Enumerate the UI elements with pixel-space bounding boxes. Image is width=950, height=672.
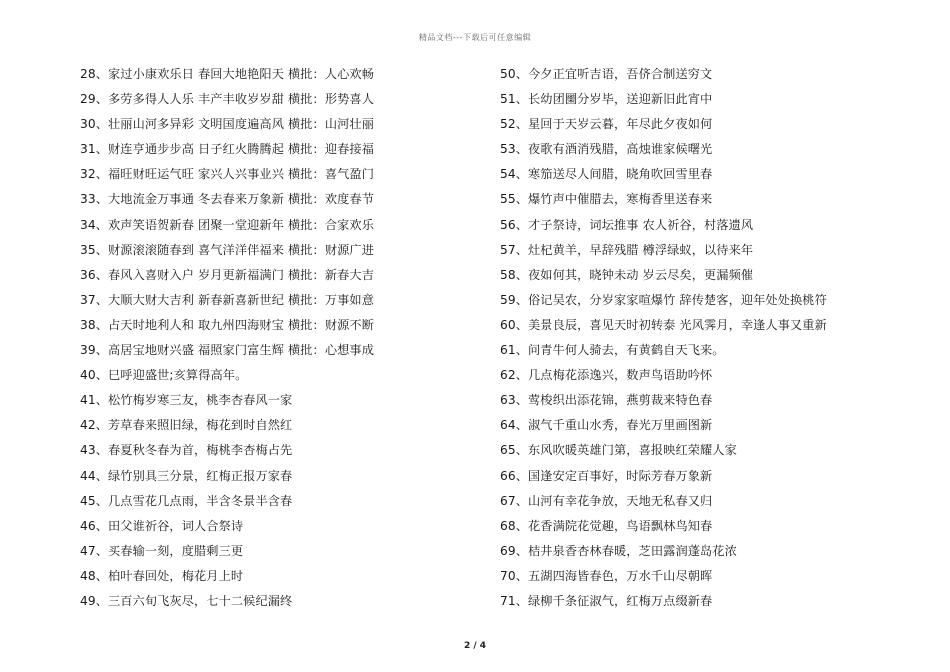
couplet-line: 31、财连亨通步步高 日子红火腾腾起 横批：迎春接福 bbox=[80, 142, 374, 157]
couplet-line: 32、福旺财旺运气旺 家兴人兴事业兴 横批：喜气盈门 bbox=[80, 167, 374, 182]
couplet-list-right bbox=[500, 64, 920, 616]
couplet-line: 52、星回于天岁云暮，年尽此夕夜如何 bbox=[500, 117, 713, 132]
couplet-line: 45、几点雪花几点雨，半含冬景半含春 bbox=[80, 493, 293, 508]
couplet-line: 50、今夕正宜听吉语，吾侪合制送穷文 bbox=[500, 67, 713, 81]
couplet-line: 40、巳呼迎盛世;亥算得高年。 bbox=[80, 368, 248, 383]
couplet-list-left bbox=[80, 64, 460, 616]
couplet-line: 66、国逢安定百事好，时际芳春万象新 bbox=[500, 468, 713, 483]
couplet-line: 37、大顺大财大吉利 新春新喜新世纪 横批：万事如意 bbox=[80, 292, 374, 307]
couplet-line: 30、壮丽山河多异彩 文明国度遍高风 横批：山河壮丽 bbox=[80, 117, 374, 132]
couplet-line: 55、爆竹声中催腊去，寒梅香里送春来 bbox=[500, 192, 713, 207]
couplet-line: 51、长幼团圞分岁毕，送迎新旧此宵中 bbox=[500, 92, 713, 107]
couplet-line: 49、三百六旬飞灰尽，七十二候纪漏终 bbox=[80, 593, 293, 608]
couplet-line: 64、淑气千重山水秀，春光万里画图新 bbox=[500, 418, 713, 433]
couplet-line: 65、东风吹暖英雄门第，喜报映红荣耀人家 bbox=[500, 443, 737, 458]
couplet-line: 48、柏叶春回处，梅花月上时 bbox=[80, 568, 244, 583]
couplet-line: 38、占天时地利人和 取九州四海财宝 横批：财源不断 bbox=[80, 317, 374, 332]
couplet-line: 61、问青牛何人骑去，有黄鹤自天飞来。 bbox=[500, 343, 725, 358]
couplet-line: 56、才子祭诗，词坛推事 农人祈谷，村落遗风 bbox=[500, 217, 754, 232]
page-header: 精品文档---下载后可任意编辑 bbox=[418, 33, 532, 42]
couplet-line: 29、多劳多得人人乐 丰产丰收岁岁甜 横批：形势喜人 bbox=[80, 92, 374, 107]
couplet-line: 54、寒笳送尽人间腊，晓角吹回雪里春 bbox=[500, 167, 713, 182]
couplet-line: 41、松竹梅岁寒三友，桃李杏春风一家 bbox=[80, 393, 293, 408]
couplet-line: 34、欢声笑语贺新春 团聚一堂迎新年 横批：合家欢乐 bbox=[80, 217, 374, 232]
couplet-line: 36、春风入喜财入户 岁月更新福满门 横批：新春大吉 bbox=[80, 267, 374, 282]
couplet-line: 63、莺梭织出添花锦，燕剪裁来特色春 bbox=[500, 393, 713, 408]
couplet-line: 39、高居宝地财兴盛 福照家门富生辉 横批：心想事成 bbox=[80, 343, 374, 358]
couplet-line: 44、绿竹别具三分景，红梅正报万家春 bbox=[80, 468, 293, 483]
page-number: 2 / 4 bbox=[463, 641, 487, 651]
couplet-line: 70、五湖四海皆春色，万水千山尽朝晖 bbox=[500, 568, 713, 583]
couplet-line: 57、灶杞黄羊，早辞残腊 樽浮绿蚁，以待来年 bbox=[500, 242, 754, 257]
couplet-line: 33、大地流金万事通 冬去春来万象新 横批：欢度春节 bbox=[80, 192, 374, 207]
couplet-line: 53、夜歌有酒消残腊，高烛谁家候曙光 bbox=[500, 142, 713, 157]
couplet-line: 71、绿柳千条征淑气，红梅万点缀新春 bbox=[500, 593, 713, 608]
couplet-line: 46、田父谁祈谷，词人合祭诗 bbox=[80, 518, 244, 533]
couplet-line: 35、财源滚滚随春到 喜气洋洋伴福来 横批：财源广进 bbox=[80, 242, 374, 257]
couplet-line: 43、春夏秋冬春为首，梅桃李杏梅占先 bbox=[80, 443, 293, 458]
couplet-line: 59、俗记吴农，分岁家家喧爆竹 辞传楚客，迎年处处换桃符 bbox=[500, 292, 827, 307]
couplet-line: 47、买春输一刻，度腊剩三更 bbox=[80, 543, 244, 558]
couplet-line: 28、家过小康欢乐日 春回大地艳阳天 横批：人心欢畅 bbox=[80, 67, 374, 81]
couplet-line: 42、芳草春来照旧绿，梅花到时自然红 bbox=[80, 418, 293, 433]
couplet-line: 67、山河有幸花争放，天地无私春又归 bbox=[500, 493, 713, 508]
couplet-line: 58、夜如何其，晓钟未动 岁云尽矣，更漏频催 bbox=[500, 267, 754, 282]
couplet-line: 60、美景良辰，喜见天时初转泰 光风霁月，幸逢人事又重新 bbox=[500, 317, 827, 332]
couplet-line: 62、几点梅花添逸兴，数声鸟语助吟怀 bbox=[500, 368, 713, 383]
couplet-line: 68、花香满院花觉趣，鸟语飘林鸟知春 bbox=[500, 518, 713, 533]
couplet-line: 69、桔井泉香杏林春暖，芝田露润蓬岛花浓 bbox=[500, 543, 737, 558]
